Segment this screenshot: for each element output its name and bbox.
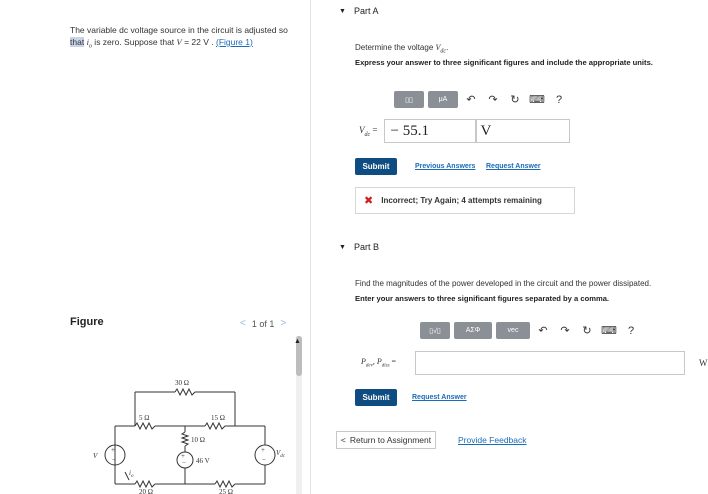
incorrect-feedback-box — [355, 187, 575, 214]
figure-pager — [240, 318, 286, 329]
figure-page-count: 1 of 1 — [251, 318, 275, 329]
resistor-5-label: 5 Ω — [139, 414, 150, 422]
return-label: Return to Assignment — [349, 435, 432, 445]
power-value-input[interactable] — [415, 351, 685, 375]
previous-answers-link[interactable]: Previous Answers — [415, 163, 476, 170]
vdc-label: $V_{dc}$ — [276, 449, 286, 459]
incorrect-x-icon: ✖ — [364, 195, 374, 207]
part-a-answer-row — [359, 119, 570, 143]
part-a-header[interactable] — [339, 6, 378, 16]
problem-statement — [70, 24, 298, 53]
scroll-up-icon[interactable]: ▲ — [294, 338, 301, 345]
part-b-question: Find the magnitudes of the power developed in the circuit and the power dissipated. — [355, 279, 652, 288]
v-source-label: V — [93, 452, 98, 460]
chevron-left-icon: < — [340, 435, 346, 445]
units-button[interactable]: μA — [428, 91, 458, 108]
problem-panel — [0, 0, 310, 494]
greek-button[interactable]: ΑΣΦ — [454, 322, 492, 339]
source-46v-label: 46 V — [196, 457, 210, 465]
svg-text:−: − — [262, 456, 266, 464]
resistor-20-label: 20 Ω — [139, 488, 153, 494]
part-a-toolbar — [394, 91, 568, 108]
figure-link[interactable]: (Figure 1) — [215, 37, 253, 47]
request-answer-link-b[interactable]: Request Answer — [412, 394, 467, 401]
request-answer-link-a[interactable]: Request Answer — [486, 163, 541, 170]
problem-text-c: = 22 V . — [181, 37, 216, 47]
collapse-triangle-icon-b: ▼ — [339, 243, 346, 251]
undo-icon[interactable]: ↶ — [466, 94, 476, 106]
svg-text:+: + — [261, 446, 265, 454]
problem-text-b: is zero. Suppose that — [91, 37, 177, 47]
circuit-diagram — [85, 372, 285, 494]
reset-icon[interactable]: ↻ — [510, 94, 520, 106]
help-icon[interactable]: ? — [555, 93, 563, 106]
svg-text:+: + — [181, 452, 185, 460]
resistor-15-label: 15 Ω — [211, 414, 225, 422]
part-b-header[interactable] — [339, 242, 379, 252]
io-symbol: $i_o$ — [86, 37, 92, 50]
redo-icon-b[interactable]: ↷ — [560, 325, 570, 337]
answer-panel — [311, 0, 708, 494]
part-a-instruction: Express your answer to three significant figures and include the appropriate units. — [355, 58, 653, 67]
part-b-title: Part B — [353, 242, 379, 252]
reset-icon-b[interactable]: ↻ — [582, 325, 592, 337]
vdc-answer-label: $V_{dc}$ = — [359, 124, 378, 138]
help-icon-b[interactable]: ? — [627, 324, 635, 337]
part-b-toolbar — [420, 322, 640, 339]
part-a-submit-button[interactable]: Submit — [355, 158, 397, 175]
undo-icon-b[interactable]: ↶ — [538, 325, 548, 337]
keyboard-icon-b[interactable]: ⌨ — [601, 325, 617, 337]
power-answer-label: $P_{dev}$, $P_{diss}$ = — [361, 357, 397, 369]
templates-button[interactable]: ▯▯ — [394, 91, 424, 108]
svg-text:−: − — [112, 456, 116, 464]
provide-feedback-link[interactable]: Provide Feedback — [458, 435, 527, 445]
return-to-assignment-button[interactable] — [336, 431, 436, 449]
vdc-value-input[interactable]: − 55.1 — [384, 119, 476, 143]
collapse-triangle-icon: ▼ — [339, 7, 346, 15]
templates-button-b[interactable]: ▯√▯ — [420, 322, 450, 339]
io-label: $i_o$ — [129, 469, 134, 479]
part-b-submit-button[interactable]: Submit — [355, 389, 397, 406]
resistor-10-label: 10 Ω — [191, 436, 205, 444]
resistor-30-label: 30 Ω — [175, 379, 189, 387]
part-a-question: Determine the voltage $V_{dc}$. — [355, 43, 449, 55]
part-a-title: Part A — [353, 6, 379, 16]
vector-button[interactable]: vec — [496, 322, 530, 339]
next-figure-button[interactable]: > — [280, 318, 287, 329]
part-b-instruction: Enter your answers to three significant figures separated by a comma. — [355, 294, 610, 303]
svg-text:−: − — [182, 459, 186, 467]
prev-figure-button[interactable]: < — [240, 318, 246, 329]
v-symbol: V — [176, 37, 182, 47]
redo-icon[interactable]: ↷ — [488, 94, 498, 106]
power-unit-label: W — [699, 358, 708, 368]
resistor-25-label: 25 Ω — [219, 488, 233, 494]
svg-text:+: + — [111, 446, 115, 454]
feedback-text: Incorrect; Try Again; 4 attempts remaining — [381, 196, 542, 205]
vdc-unit-input[interactable]: V — [476, 119, 570, 143]
problem-text-a: The variable dc voltage source in the circuit is adjusted so — [70, 25, 288, 35]
figure-label: Figure — [70, 316, 104, 328]
highlighted-word: that — [70, 37, 85, 47]
part-b-answer-row — [361, 351, 708, 375]
keyboard-icon[interactable]: ⌨ — [529, 94, 545, 106]
